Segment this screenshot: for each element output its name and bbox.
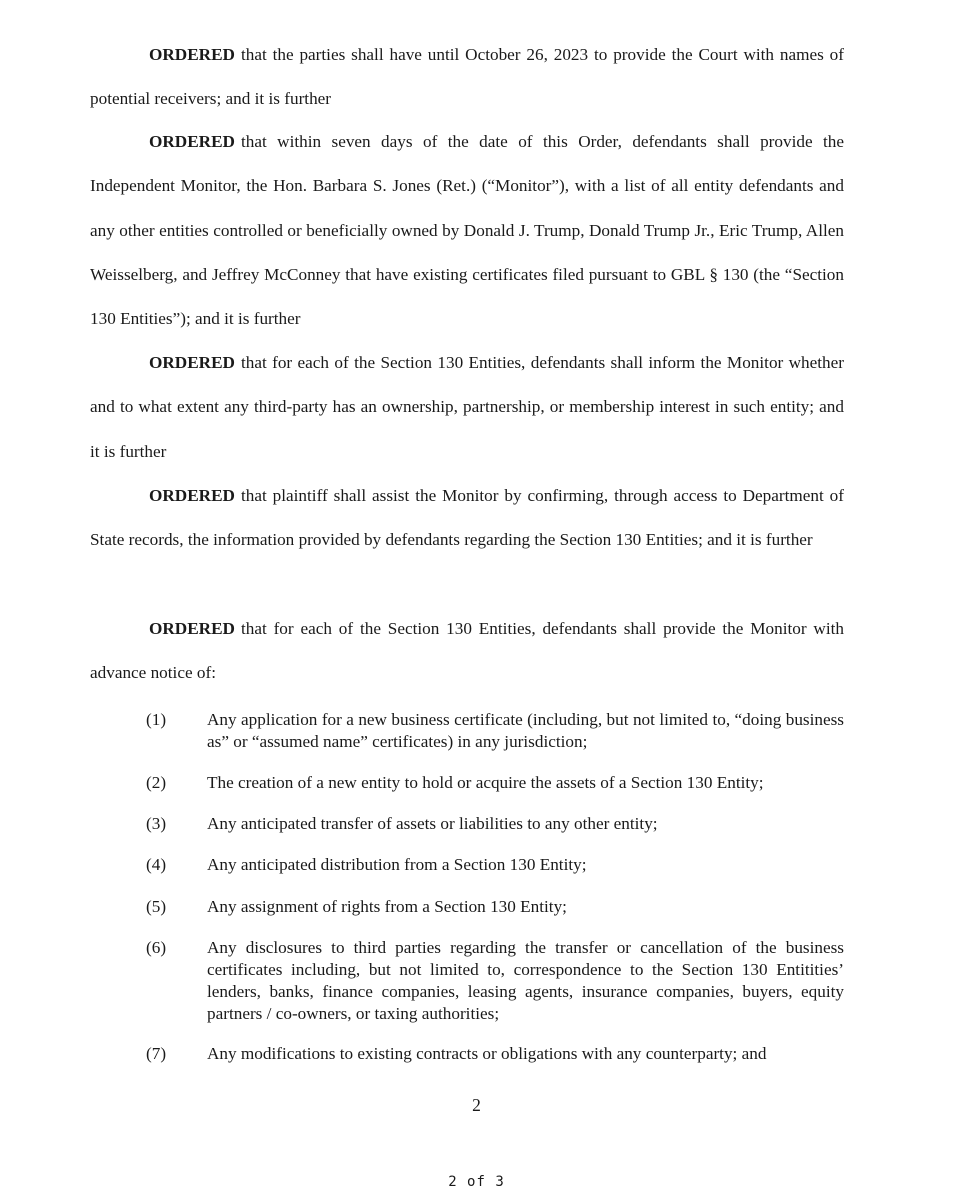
- item-text: Any anticipated transfer of assets or liabilities to any other entity;: [207, 814, 658, 833]
- ordered-label: ORDERED: [149, 486, 235, 505]
- page-footer: 2 of 3: [448, 1174, 505, 1190]
- item-text: Any modifications to existing contracts or obligations with any counterparty; and: [207, 1044, 767, 1063]
- paragraph-text: that plaintiff shall assist the Monitor by confirming, through access to Department of State records, the information provided by defendants regarding the Section 130 Entities; and it is further: [90, 486, 844, 550]
- paragraph-text: that for each of the Section 130 Entities, defendants shall inform the Monitor whether and to what extent any third-party has an ownership, partnership, or membership interest in such entity; and it is further: [90, 353, 844, 461]
- item-number: (5): [146, 897, 167, 916]
- ordered-label: ORDERED: [149, 353, 235, 372]
- item-text: The creation of a new entity to hold or acquire the assets of a Section 130 Entity;: [207, 773, 764, 792]
- ordered-label: ORDERED: [149, 45, 235, 64]
- order-paragraph-1: [90, 33, 844, 122]
- order-paragraph-5: [90, 607, 844, 696]
- paragraph-text: that within seven days of the date of this Order, defendants shall provide the Independent Monitor, the Hon. Barbara S. Jones (Ret.) (“Monitor”), with a list of all entity defendants and any other entities controlled or beneficially owned by Donald J. Trump, Donald Trump Jr., Eric Trump, Allen Weisselberg, and Jeffrey McConney that have existing certificates filed pursuant to GBL § 130 (the “Section 130 Entities”); and it is further: [90, 132, 844, 329]
- item-text: Any disclosures to third parties regarding the transfer or cancellation of the business certificates including, but not limited to, correspondence to the Section 130 Entitities’ lenders, banks, finance companies, leasing agents, insurance companies, buyers, equity partners / co-owners, or taxing authorities;: [207, 938, 844, 1023]
- paragraph-text: that the parties shall have until October 26, 2023 to provide the Court with names of potential receivers; and it is further: [90, 45, 844, 109]
- ordered-label: ORDERED: [149, 132, 235, 151]
- page-number: 2: [472, 1095, 481, 1115]
- ordered-label: ORDERED: [149, 619, 235, 638]
- item-number: (7): [146, 1044, 167, 1063]
- paragraph-text: that for each of the Section 130 Entities, defendants shall provide the Monitor with advance notice of:: [90, 619, 844, 683]
- item-number: (6): [146, 938, 167, 957]
- item-number: (2): [146, 773, 167, 792]
- item-number: (3): [146, 814, 167, 833]
- order-paragraph-3: [90, 341, 844, 474]
- order-paragraph-2: [90, 120, 844, 341]
- item-text: Any application for a new business certificate (including, but not limited to, “doing business as” or “assumed name” certificates) in any jurisdiction;: [207, 710, 844, 751]
- item-number: (4): [146, 855, 167, 874]
- item-text: Any anticipated distribution from a Section 130 Entity;: [207, 855, 587, 874]
- item-text: Any assignment of rights from a Section 130 Entity;: [207, 897, 567, 916]
- order-paragraph-4: [90, 474, 844, 563]
- item-number: (1): [146, 710, 167, 729]
